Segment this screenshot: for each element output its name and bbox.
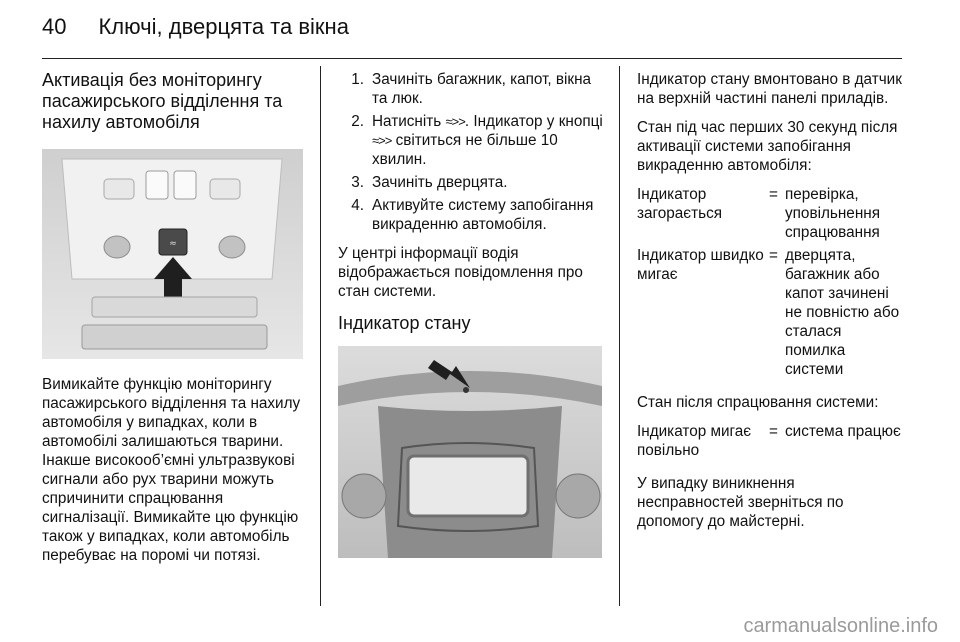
column-1 <box>42 70 304 575</box>
tilt-monitoring-symbol-icon: ≈>> <box>445 114 465 129</box>
sensor-location-paragraph: Індикатор стану вмонтовано в датчик на верхній частині панелі приладів. <box>637 71 902 107</box>
step-3: 3. Зачиніть дверцята. <box>351 174 508 191</box>
table-row: Індикатор загорається = перевірка, уповільнення спрацювання <box>637 186 880 241</box>
steps-list <box>338 70 603 234</box>
page-title: Ключі, дверцята та вікна <box>98 14 349 39</box>
column-divider-1 <box>320 66 321 606</box>
status-table-initial <box>637 185 903 383</box>
column-3 <box>637 70 903 541</box>
table-row: Індикатор мигає повільно = система працює <box>637 423 901 459</box>
status-indicator-heading: Індикатор стану <box>338 313 471 333</box>
warning-paragraph: Вимикайте функцію моніторингу пасажирського відділення та нахилу автомобіля у випадках, коли в автомобілі залишаються тварини. Інакше високооб’ємні ультразвукові сигнали або рух тварини можуть спричинити спрацювання сигналізації. Вимикайте цю функцію також у випадках, коли автомобіль перебуває на поромі чи потязі. <box>42 376 301 564</box>
driver-info-paragraph: У центрі інформації водія відображається повідомлення про стан системи. <box>338 245 583 300</box>
column-divider-2 <box>619 66 620 606</box>
page-header <box>42 14 349 40</box>
column-2 <box>338 70 603 558</box>
section-heading: Активація без моніторингу пасажирського відділення та нахилу автомобіля <box>42 70 283 132</box>
step-1: 1. Зачиніть багажник, капот, вікна та люк. <box>351 71 592 107</box>
malfunction-paragraph: У випадку виникнення несправностей зверніться по допомогу до майстерні. <box>637 475 844 530</box>
first-30-sec-paragraph: Стан під час перших 30 секунд після активації системи запобігання викраденню автомобіля: <box>637 119 898 174</box>
tilt-monitoring-symbol-icon: ≈>> <box>372 133 392 148</box>
after-trigger-paragraph: Стан після спрацювання системи: <box>637 394 879 411</box>
overhead-console-photo <box>42 149 303 359</box>
svg-text:≈: ≈ <box>169 239 177 249</box>
dashboard-photo <box>338 346 602 558</box>
header-rule <box>42 58 902 59</box>
step-4: 4. Активуйте систему запобігання викраденню автомобіля. <box>351 197 594 233</box>
status-table-after <box>637 422 903 464</box>
watermark: carmanualsonline.info <box>743 615 938 637</box>
page-number: 40 <box>42 14 67 39</box>
table-row: Індикатор швидко мигає = дверцята, багажник або капот зачинені не повністю або сталася помилка системи <box>637 247 900 378</box>
step-2: 2. Натисніть ≈>>. Індикатор у кнопці ≈>> світиться не більше 10 хвилин. <box>351 113 603 168</box>
